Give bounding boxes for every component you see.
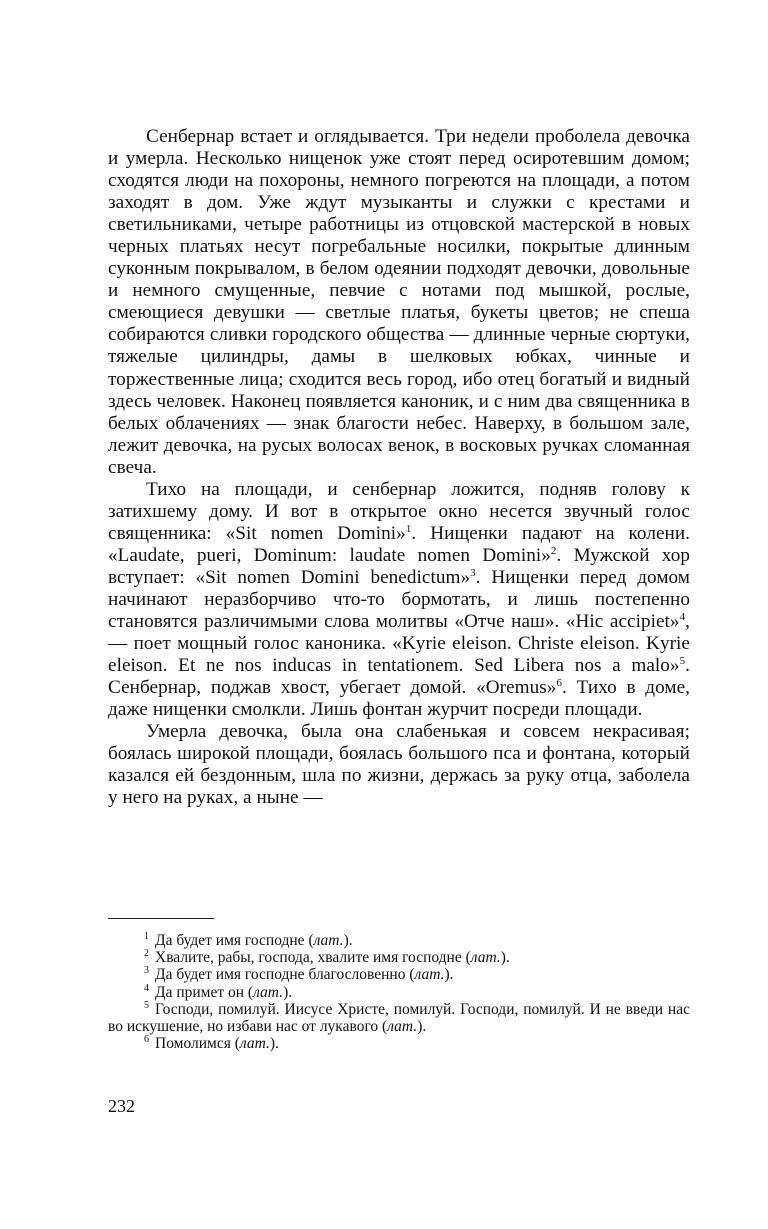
footnote: $^4$ Да примет он (лат.). (144, 982, 293, 1001)
footnote: $^1$ Да будет имя господне (лат.). (144, 931, 353, 949)
text-run: . Нищенки падают на колени. «Laudate, pueri, Dominum: laudate nomen Domini» (108, 522, 690, 566)
text-run: , — поет мощный голос каноника. «Kyrie eleison. Christe eleison. Kyrie eleison. Et ne nos inducas in tentationem. Sed Libera nos a malo» (108, 611, 690, 677)
text-run: . Нищенки перед домом начинают неразборчиво что-то бормотать, и лишь постепенно становятся различимыми слова молитвы «Отче наш». «Hic accipiet» (108, 566, 690, 633)
footnote: $^3$ Да будет имя господне благословенно (лат.). (144, 965, 454, 984)
body-text (108, 126, 690, 809)
footnote-ref: 5 (679, 655, 686, 668)
footnote: $^6$ Помолимся (лат.). (144, 1034, 279, 1053)
footnote-ref: 6 (556, 677, 563, 690)
footnotes (108, 932, 690, 1052)
page-number: 232 (108, 1096, 135, 1116)
text-run: Сенбернар встает и оглядывается. Три недели проболела девочка и умерла. Несколько нищенок уже стоят перед осиротевшим домом; сходятся люди на похороны, немного погреются на площади, а потом заходят в дом. Уже ждут музыканты и служки с крестами и светильниками, четыре работницы из отцовской мастерской в новых черных платьях несут погребальные носилки, покрытые длинным суконным покрывалом, в белом одеянии подходят девочки, довольные и немного смущенные, певчие с нотами под мышкой, рослые, смеющиеся девушки — светлые платья, букеты цветов; не спеша собираются сливки городского общества — длинные черные сюртуки, тяжелые цилиндры, дамы в шелковых юбках, чинные и торжественные лица; сходится весь город, ибо отец богатый и видный здесь человек. Наконец появляется каноник, и с ним два священника в белых облачениях — знак благости небес. Наверху, в большом зале, лежит девочка, на русых волосах венок, в восковых ручках сломанная свеча. (108, 126, 690, 478)
paragraph-3 (108, 721, 690, 809)
footnote-ref: 3 (470, 566, 476, 579)
footnote: $^2$ Хвалите, рабы, господа, хвалите имя господне (лат.). (144, 948, 510, 967)
paragraph-2 (108, 479, 690, 722)
text-run: . Тихо в доме, даже нищенки смолкли. Лишь фонтан журчит посреди площади. (108, 677, 690, 721)
text-run: Умерла девочка, была она слабенькая и совсем некрасивая; боялась широкой площади, боялась большого пса и фонтана, который казался ей бездонным, шла по жизни, держась за руку отца, заболела у него на руках, а ныне — (108, 721, 690, 809)
footnote: $^5$ Господи, помилуй. Иисусе Христе, помилуй. Господи, помилуй. И не введи нас во искушение, но избави нас от лукавого (лат.). (108, 999, 690, 1036)
text-run: . Сенбернар, поджав хвост, убегает домой. «Oremus» (108, 655, 690, 699)
footnote-divider (108, 918, 214, 919)
paragraph-1 (108, 126, 690, 479)
footnote-ref: 4 (679, 611, 686, 624)
text-run: Тихо на площади, и сенбернар ложится, подняв голову к затихшему дому. И вот в открытое окно несется звучный голос священника: «Sit nomen Domini» (108, 478, 690, 544)
text-run: . Мужской хор вступает: «Sit nomen Domini benedictum» (108, 544, 690, 588)
footnote-ref: 1 (405, 522, 412, 535)
footnote-ref: 2 (550, 544, 557, 557)
